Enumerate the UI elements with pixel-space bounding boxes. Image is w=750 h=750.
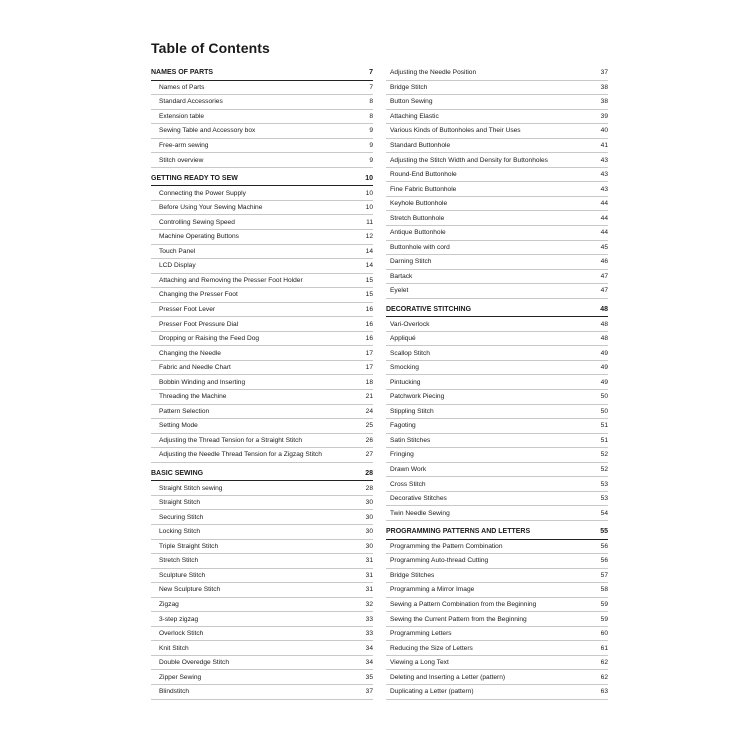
toc-entry [151, 481, 373, 496]
toc-entry [151, 641, 373, 656]
toc-entry [151, 81, 373, 96]
toc-entry-page-number: 62 [600, 673, 608, 681]
toc-entry [151, 245, 373, 260]
toc-entry-page-number: 47 [600, 287, 608, 295]
toc-entry [151, 215, 373, 230]
toc-entry [386, 124, 608, 139]
section-heading-page-number: 55 [600, 528, 608, 536]
toc-entry [386, 168, 608, 183]
toc-entry-label: Attaching Elastic [390, 112, 439, 120]
toc-entry-page-number: 30 [365, 513, 373, 521]
section-heading-page-number: 10 [365, 175, 373, 183]
toc-entry-label: Programming Auto-thread Cutting [390, 557, 489, 565]
toc-entry-page-number: 9 [369, 127, 373, 135]
toc-entry-page-number: 51 [600, 422, 608, 430]
section-heading-label: GETTING READY TO SEW [151, 175, 238, 183]
toc-entry-page-number: 47 [600, 272, 608, 280]
toc-entry-label: Double Overedge Stitch [159, 659, 230, 667]
toc-entry-page-number: 18 [365, 378, 373, 386]
toc-entry [386, 375, 608, 390]
toc-entry [386, 405, 608, 420]
toc-entry-page-number: 28 [365, 484, 373, 492]
toc-entry [386, 346, 608, 361]
toc-entry-page-number: 24 [365, 407, 373, 415]
toc-entry-page-number: 63 [600, 688, 608, 696]
toc-entry [151, 375, 373, 390]
toc-entry [386, 612, 608, 627]
toc-entry-label: New Sculpture Stitch [159, 586, 221, 594]
toc-entry-page-number: 43 [600, 185, 608, 193]
section-heading [151, 172, 373, 187]
toc-entry-label: Reducing the Size of Letters [390, 644, 473, 652]
toc-entry-label: Sewing the Current Pattern from the Beginning [390, 615, 527, 623]
toc-entry [386, 95, 608, 110]
toc-entry-label: Fringing [390, 451, 414, 459]
toc-entry-label: Sculpture Stitch [159, 571, 206, 579]
toc-entry [151, 201, 373, 216]
toc-entry-page-number: 15 [365, 291, 373, 299]
toc-entry-page-number: 32 [365, 600, 373, 608]
toc-entry-page-number: 52 [600, 451, 608, 459]
section-heading [151, 467, 373, 482]
toc-entry-page-number: 12 [365, 233, 373, 241]
toc-entry [386, 477, 608, 492]
toc-entry [386, 361, 608, 376]
toc-entry-page-number: 31 [365, 557, 373, 565]
toc-entry-page-number: 44 [600, 229, 608, 237]
toc-entry-label: Stretch Buttonhole [390, 214, 445, 222]
toc-entry-page-number: 37 [600, 69, 608, 77]
toc-entry-label: Straight Stitch [159, 499, 201, 507]
toc-entry [386, 66, 608, 81]
toc-entry-page-number: 43 [600, 171, 608, 179]
toc-entry [151, 186, 373, 201]
toc-entry-label: Touch Panel [159, 247, 196, 255]
toc-entry [151, 569, 373, 584]
toc-entry-label: Decorative Stitches [390, 495, 447, 503]
toc-entry [151, 496, 373, 511]
toc-entry [151, 303, 373, 318]
toc-entry-label: Before Using Your Sewing Machine [159, 204, 263, 212]
toc-entry-page-number: 10 [365, 189, 373, 197]
toc-entry-label: Presser Foot Lever [159, 306, 216, 314]
section-heading-label: DECORATIVE STITCHING [386, 306, 472, 314]
toc-right-column [386, 66, 608, 700]
toc-entry-label: Controlling Sewing Speed [159, 218, 235, 226]
section-heading-page-number: 28 [365, 470, 373, 478]
toc-entry-page-number: 11 [366, 218, 373, 226]
section-heading [386, 525, 608, 540]
toc-entry-label: Changing the Needle [159, 349, 221, 357]
toc-entry [151, 153, 373, 168]
toc-entry-label: Names of Parts [159, 83, 205, 91]
toc-entry-page-number: 54 [600, 509, 608, 517]
toc-entry [151, 230, 373, 245]
toc-entry [151, 627, 373, 642]
toc-entry-page-number: 48 [600, 320, 608, 328]
section-heading [386, 303, 608, 318]
section-heading-label: NAMES OF PARTS [151, 69, 214, 77]
toc-entry [386, 110, 608, 125]
toc-entry [151, 259, 373, 274]
toc-entry [151, 583, 373, 598]
toc-entry [386, 656, 608, 671]
toc-entry-label: Zipper Sewing [159, 673, 202, 681]
toc-entry-page-number: 38 [600, 83, 608, 91]
toc-entry-label: Round-End Buttonhole [390, 171, 457, 179]
toc-entry-page-number: 53 [600, 495, 608, 503]
toc-entry-label: Setting Mode [159, 422, 198, 430]
toc-entry [386, 685, 608, 700]
toc-entry [151, 361, 373, 376]
toc-entry [386, 317, 608, 332]
toc-entry-label: Smocking [390, 364, 419, 372]
toc-entry-label: Twin Needle Sewing [390, 509, 450, 517]
toc-entry [151, 525, 373, 540]
toc-entry [386, 419, 608, 434]
toc-entry-page-number: 45 [600, 243, 608, 251]
toc-entry [151, 139, 373, 154]
toc-entry-page-number: 25 [365, 422, 373, 430]
toc-entry-label: Free-arm sewing [159, 142, 209, 149]
toc-entry-label: Standard Buttonhole [390, 142, 451, 149]
toc-entry-label: Overlock Stitch [159, 630, 204, 638]
toc-entry [151, 317, 373, 332]
toc-entry-page-number: 17 [365, 364, 373, 372]
toc-entry [151, 124, 373, 139]
toc-entry [386, 211, 608, 226]
toc-entry [386, 434, 608, 449]
toc-entry-page-number: 50 [600, 407, 608, 415]
toc-entry-label: Attaching and Removing the Presser Foot Holder [159, 276, 303, 284]
toc-entry-label: Bridge Stitch [390, 83, 428, 91]
toc-entry-page-number: 27 [365, 451, 373, 459]
toc-entry-label: Vari-Overlock [390, 320, 430, 328]
toc-entry-page-number: 53 [600, 480, 608, 488]
toc-entry-label: Viewing a Long Text [390, 659, 449, 667]
toc-entry [151, 510, 373, 525]
toc-entry-label: Adjusting the Thread Tension for a Straight Stitch [159, 436, 303, 444]
toc-entry [386, 641, 608, 656]
toc-entry [386, 598, 608, 613]
toc-entry-label: Connecting the Power Supply [159, 189, 246, 197]
toc-entry [151, 95, 373, 110]
toc-entry-page-number: 17 [365, 349, 373, 357]
toc-entry [151, 554, 373, 569]
toc-entry [386, 554, 608, 569]
toc-entry [151, 598, 373, 613]
toc-entry-label: Adjusting the Needle Position [390, 69, 477, 77]
toc-entry-page-number: 34 [365, 644, 373, 652]
toc-entry-label: Programming a Mirror Image [390, 586, 475, 594]
toc-entry-label: Zigzag [159, 600, 179, 608]
toc-entry-page-number: 44 [600, 200, 608, 208]
toc-entry-page-number: 15 [365, 276, 373, 284]
toc-entry [386, 627, 608, 642]
toc-entry [386, 226, 608, 241]
toc-entry-page-number: 49 [600, 364, 608, 372]
toc-entry-page-number: 52 [600, 466, 608, 474]
toc-entry-label: Bobbin Winding and Inserting [159, 378, 246, 386]
toc-entry-label: Knit Stitch [159, 644, 189, 652]
toc-entry [151, 612, 373, 627]
toc-entry-label: Patchwork Piecing [390, 393, 445, 401]
toc-entry [386, 448, 608, 463]
toc-entry-label: Dropping or Raising the Feed Dog [159, 335, 260, 343]
toc-entry-label: Darning Stitch [390, 258, 432, 266]
toc-entry-page-number: 51 [600, 436, 608, 444]
toc-entry-label: Pattern Selection [159, 407, 210, 415]
toc-entry-label: Eyelet [390, 287, 409, 295]
toc-entry-label: Locking Stitch [159, 528, 201, 536]
toc-entry-page-number: 9 [369, 156, 373, 164]
toc-entry-page-number: 56 [600, 542, 608, 550]
toc-entry-page-number: 48 [600, 335, 608, 343]
section-heading-page-number: 7 [369, 69, 373, 77]
toc-entry-page-number: 39 [600, 112, 608, 120]
toc-entry [386, 182, 608, 197]
toc-entry-page-number: 30 [365, 542, 373, 550]
toc-entry-page-number: 35 [365, 673, 373, 681]
toc-entry-label: Scallop Stitch [390, 349, 430, 357]
toc-entry-page-number: 9 [369, 142, 373, 149]
toc-entry-label: Bridge Stitches [390, 571, 435, 579]
toc-entry [151, 288, 373, 303]
toc-entry-label: Duplicating a Letter (pattern) [390, 688, 474, 696]
toc-entry-page-number: 60 [600, 630, 608, 638]
toc-entry-label: Changing the Presser Foot [159, 291, 238, 299]
toc-entry-page-number: 44 [600, 214, 608, 222]
toc-entry [386, 255, 608, 270]
toc-entry-page-number: 59 [600, 600, 608, 608]
section-heading-label: PROGRAMMING PATTERNS AND LETTERS [386, 528, 531, 536]
toc-entry-label: Sewing a Pattern Combination from the Beginning [390, 600, 537, 608]
toc-entry-page-number: 46 [600, 258, 608, 266]
toc-entry [386, 540, 608, 555]
section-heading-label: BASIC SEWING [151, 470, 204, 478]
toc-entry-label: Sewing Table and Accessory box [159, 127, 256, 135]
toc-entry-page-number: 49 [600, 378, 608, 386]
toc-entry [386, 284, 608, 299]
toc-entry-label: Deleting and Inserting a Letter (pattern) [390, 673, 506, 681]
toc-entry-label: Adjusting the Stitch Width and Density for Buttonholes [390, 156, 548, 164]
toc-entry [386, 506, 608, 521]
toc-entry-label: Adjusting the Needle Thread Tension for a Zigzag Stitch [159, 451, 322, 459]
toc-entry [386, 81, 608, 96]
toc-entry-page-number: 16 [365, 335, 373, 343]
toc-entry-label: Straight Stitch sewing [159, 484, 223, 492]
toc-entry-page-number: 62 [600, 659, 608, 667]
toc-left-column [151, 66, 373, 700]
toc-entry-label: Stretch Stitch [159, 557, 199, 565]
toc-entry-label: Cross Stitch [390, 480, 426, 488]
toc-entry-page-number: 10 [365, 204, 373, 212]
toc-entry-page-number: 40 [600, 127, 608, 135]
toc-entry [386, 241, 608, 256]
toc-entry [386, 492, 608, 507]
toc-entry-label: Button Sewing [390, 98, 433, 106]
toc-entry-label: Pintucking [390, 378, 421, 386]
toc-entry-page-number: 31 [365, 571, 373, 579]
toc-entry-page-number: 30 [365, 528, 373, 536]
toc-entry-label: Machine Operating Buttons [159, 233, 239, 241]
toc-entry [151, 434, 373, 449]
toc-entry-page-number: 38 [600, 98, 608, 106]
toc-entry-label: Programming the Pattern Combination [390, 542, 503, 550]
toc-entry [386, 153, 608, 168]
toc-entry [151, 419, 373, 434]
toc-entry [386, 670, 608, 685]
toc-entry-label: Bartack [390, 272, 413, 280]
toc-entry-page-number: 14 [365, 262, 373, 270]
toc-entry [386, 463, 608, 478]
toc-entry [386, 569, 608, 584]
toc-entry-label: Presser Foot Pressure Dial [159, 320, 239, 328]
toc-entry-page-number: 50 [600, 393, 608, 401]
toc-entry-label: Various Kinds of Buttonholes and Their Uses [390, 127, 521, 135]
toc-entry-label: Extension table [159, 112, 205, 120]
section-heading-page-number: 48 [600, 306, 608, 314]
toc-entry-page-number: 31 [365, 586, 373, 594]
toc-entry [151, 540, 373, 555]
toc-entry [151, 405, 373, 420]
toc-entry-page-number: 8 [369, 112, 373, 120]
toc-entry-page-number: 58 [600, 586, 608, 594]
toc-entry-label: Fine Fabric Buttonhole [390, 185, 457, 193]
section-heading [151, 66, 373, 81]
toc-entry-page-number: 16 [365, 306, 373, 314]
toc-entry-label: Stippling Stitch [390, 407, 434, 415]
toc-entry [151, 656, 373, 671]
toc-entry-label: Threading the Machine [159, 393, 227, 401]
toc-entry-label: Keyhole Buttonhole [390, 200, 448, 208]
toc-entry-label: Drawn Work [390, 466, 427, 474]
toc-entry-label: Securing Stitch [159, 513, 204, 521]
toc-entry-page-number: 49 [600, 349, 608, 357]
toc-entry [386, 390, 608, 405]
toc-entry-label: Blindstitch [159, 688, 190, 696]
toc-entry-label: Fabric and Needle Chart [159, 364, 231, 372]
toc-entry [151, 670, 373, 685]
toc-entry-page-number: 16 [365, 320, 373, 328]
toc-entry [151, 685, 373, 700]
toc-entry-label: Appliqué [390, 335, 416, 343]
toc-entry-page-number: 8 [369, 98, 373, 106]
toc-entry [386, 583, 608, 598]
toc-entry-label: Antique Buttonhole [390, 229, 446, 237]
toc-entry [151, 448, 373, 463]
toc-entry-label: Stitch overview [159, 156, 204, 164]
toc-entry-page-number: 37 [365, 688, 373, 696]
toc-entry-page-number: 21 [365, 393, 373, 401]
toc-entry-label: LCD Display [159, 262, 196, 270]
toc-entry-page-number: 59 [600, 615, 608, 623]
toc-entry-label: Satin Stitches [390, 436, 431, 444]
toc-entry-page-number: 34 [365, 659, 373, 667]
toc-entry-page-number: 61 [600, 644, 608, 652]
toc-entry [386, 270, 608, 285]
toc-entry-page-number: 33 [365, 630, 373, 638]
toc-entry-label: 3-step zigzag [159, 615, 199, 623]
toc-entry [151, 332, 373, 347]
toc-entry [386, 197, 608, 212]
toc-entry-page-number: 14 [365, 247, 373, 255]
toc-entry-page-number: 33 [365, 615, 373, 623]
toc-entry-page-number: 7 [369, 83, 373, 91]
toc-entry-page-number: 56 [600, 557, 608, 565]
toc-entry-label: Standard Accessories [159, 98, 223, 106]
toc-entry-label: Programming Letters [390, 630, 452, 638]
toc-entry [151, 274, 373, 289]
toc-entry-page-number: 43 [600, 156, 608, 164]
toc-entry-label: Fagoting [390, 422, 416, 430]
toc-entry-page-number: 30 [365, 499, 373, 507]
toc-entry-page-number: 41 [600, 142, 608, 149]
toc-entry [151, 346, 373, 361]
toc-entry-label: Triple Straight Stitch [159, 542, 219, 550]
toc-entry-page-number: 57 [600, 571, 608, 579]
toc-entry [151, 390, 373, 405]
toc-entry [151, 110, 373, 125]
toc-entry [386, 139, 608, 154]
toc-entry-page-number: 26 [365, 436, 373, 444]
toc-entry-label: Buttonhole with cord [390, 243, 450, 251]
toc-entry [386, 332, 608, 347]
page-title: Table of Contents [151, 40, 270, 56]
